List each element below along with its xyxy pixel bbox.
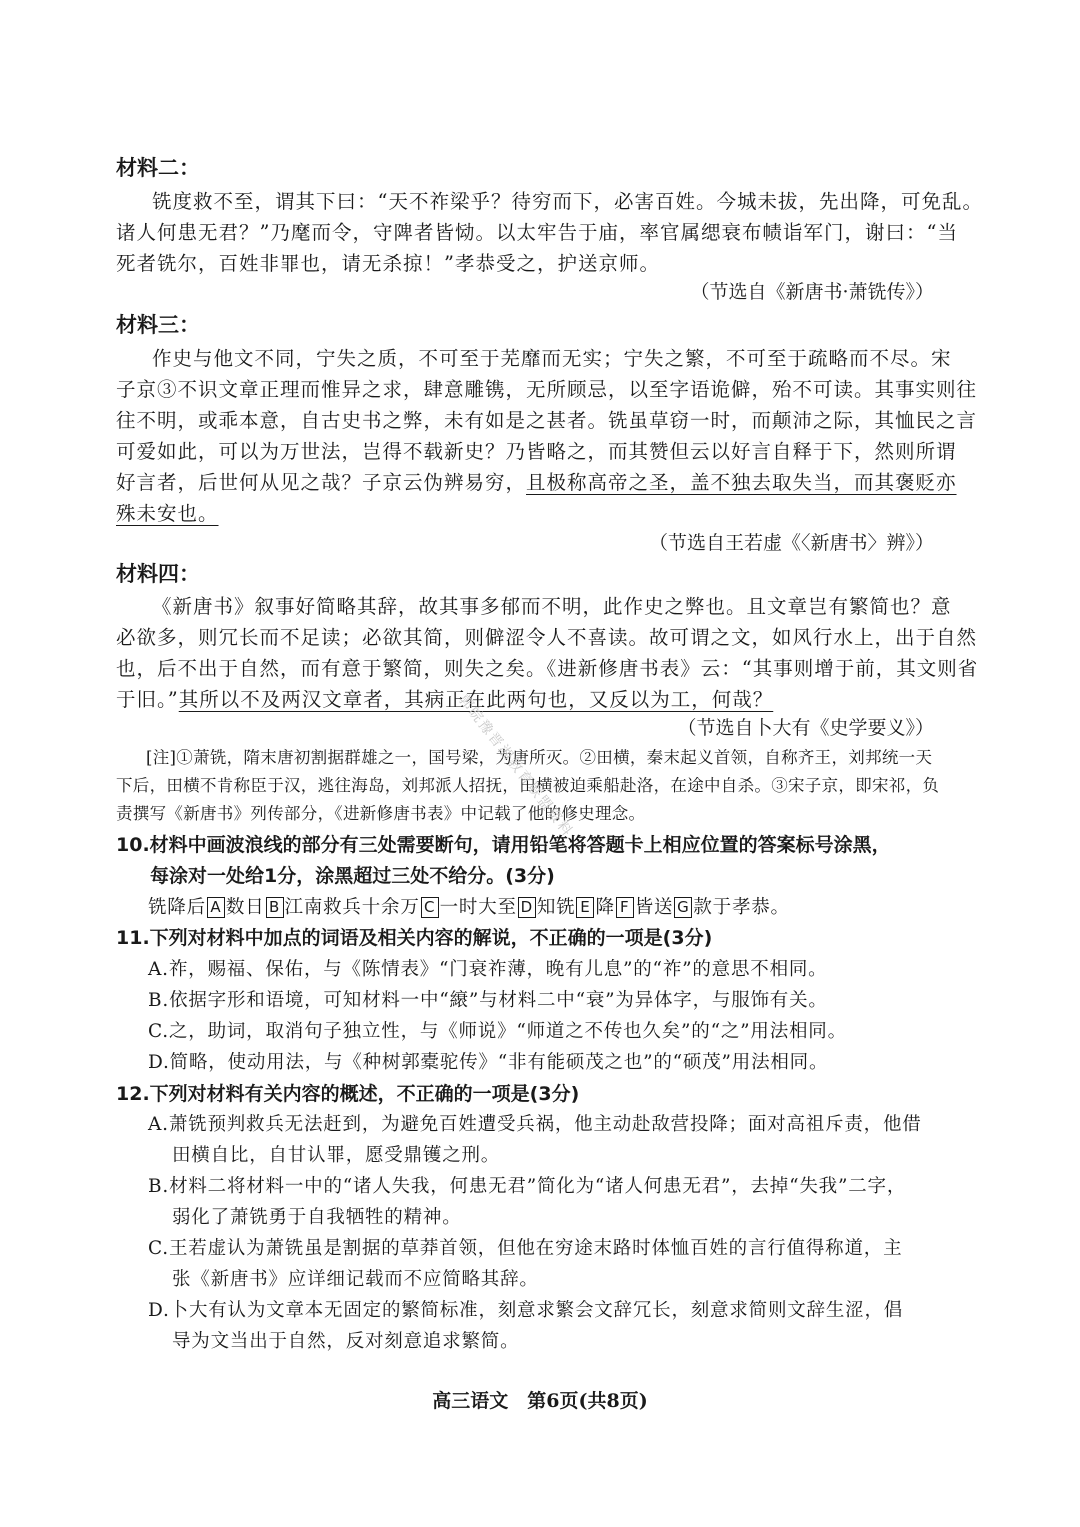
- material3-line-6: [116, 498, 219, 526]
- q10-segment: 皆送: [634, 897, 674, 918]
- q10-segment: 江南救兵十余万: [284, 897, 420, 918]
- q10-segment: 一时大至: [439, 897, 517, 918]
- material3-line-4: 可爱如此，可以为万世法，岂得不载新史？乃皆略之，而其赞但云以好言自释于下，然则所谓: [116, 440, 957, 463]
- q11-option-c[interactable]: C.之，助词，取消句子独立性，与《师说》“师道之不传也久矣”的“之”用法相同。: [148, 1021, 847, 1042]
- material3-line-5-plain: 好言者，后世何从见之哉？子京云伪辨易穷，: [116, 471, 527, 494]
- material4-line-4: [116, 684, 773, 712]
- material2-line-3: 死者铣尔，百姓非罪也，请无杀掠！”孝恭受之，护送京师。: [116, 252, 660, 275]
- material3-line-1: 作史与他文不同，宁失之质，不可至于芜靡而无实；宁失之繁，不可至于疏略而不尽。宋: [152, 347, 952, 370]
- q12-option-a[interactable]: A.萧铣预判救兵无法赶到，为避免百姓遭受兵祸，他主动赴敌营投降；面对高祖斥责，他借: [148, 1114, 922, 1135]
- q12-option-d-cont[interactable]: 导为文当出于自然，反对刻意追求繁简。: [172, 1331, 520, 1352]
- q12-option-d[interactable]: D.卜大有认为文章本无固定的繁简标准，刻意求繁会文辞冗长，刻意求简则文辞生涩，倡: [148, 1300, 904, 1321]
- q10-box-a[interactable]: A: [207, 897, 225, 918]
- q10-box-f[interactable]: F: [616, 897, 634, 918]
- q11-option-a[interactable]: A.祚，赐福、保佑，与《陈情表》“门衰祚薄，晚有儿息”的“祚”的意思不相同。: [148, 959, 828, 980]
- material2-line-1: 铣度救不至，谓其下曰：“天不祚梁乎？待穷而下，必害百姓。今城未拔，先出降，可免乱。: [152, 190, 983, 213]
- material4-line-2: 必欲多，则冗长而不足读；必欲其简，则僻涩令人不喜读。故可谓之文，如风行水上，出于自然: [116, 626, 978, 649]
- material3-underlined-1: 且极称高帝之圣，盖不独去取失当，而其褒贬亦: [526, 471, 957, 494]
- q10-stem-line-1: 10.材料中画波浪线的部分有三处需要断句，请用铅笔将答题卡上相应位置的答案标号涂黑，: [116, 834, 891, 856]
- q12-option-a-cont[interactable]: 田横自比，自甘认罪，愿受鼎镬之刑。: [172, 1145, 501, 1166]
- material3-line-3: 往不明，或乖本意，自古史书之弊，未有如是之甚者。铣虽草窃一时，而颠沛之际，其恤民之言: [116, 409, 978, 432]
- watermark: 郭皖豫晋湘教育联盟资料: [455, 691, 576, 841]
- note-line-3: 责撰写《新唐书》列传部分，《进新修唐书表》中记载了他的修史理念。: [116, 804, 646, 823]
- q10-segment: 降: [595, 897, 615, 918]
- material4-line-4-plain: 于旧。”: [116, 688, 179, 711]
- q10-box-e[interactable]: E: [576, 897, 594, 918]
- q10-segment: 款于孝恭。: [693, 897, 790, 918]
- note-line-2: 下后，田横不肯称臣于汉，逃往海岛，刘邦派人招抚，田横被迫乘船赴洛，在途中自杀。③宋子京，即宋祁，负: [116, 776, 940, 795]
- q10-box-d[interactable]: D: [518, 897, 536, 918]
- material3-source: （节选自王若虚《〈新唐书〉辨》）: [648, 532, 934, 554]
- material3-line-5: [116, 467, 957, 495]
- material2-source: （节选自《新唐书·萧铣传》）: [690, 281, 934, 303]
- note-line-1: [注]①萧铣，隋末唐初割据群雄之一，国号梁，为唐所灭。②田横，秦末起义首领，自称齐王，刘邦统一天: [146, 748, 933, 767]
- q12-stem: 12.下列对材料有关内容的概述，不正确的一项是(3分): [116, 1083, 580, 1105]
- material4-line-1: 《新唐书》叙事好简略其辞，故其事多郁而不明，此作史之弊也。且文章岂有繁简也？意: [152, 595, 952, 618]
- q10-stem-line-2: 每涂对一处给1分，涂黑超过三处不给分。(3分): [150, 865, 555, 887]
- material2-heading: 材料二：: [116, 156, 200, 180]
- page-footer: 高三语文 第6页(共8页): [432, 1390, 648, 1412]
- q11-stem: 11.下列对材料中加点的词语及相关内容的解说，不正确的一项是(3分): [116, 927, 713, 949]
- material3-line-2: 子京③不识文章正理而惟异之求，肆意雕镌，无所顾忌，以至字语诡僻，殆不可读。其事实则往: [116, 378, 978, 401]
- q10-segment: 铣降后: [148, 897, 206, 918]
- q12-option-c-cont[interactable]: 张《新唐书》应详细记载而不应简略其辞。: [172, 1269, 539, 1290]
- q11-option-d[interactable]: D.简略，使动用法，与《种树郭橐驼传》“非有能硕茂之也”的“硕茂”用法相同。: [148, 1052, 829, 1073]
- q11-option-b[interactable]: B.依据字形和语境，可知材料一中“縗”与材料二中“衰”为异体字，与服饰有关。: [148, 990, 828, 1011]
- q12-option-b-cont[interactable]: 弱化了萧铣勇于自我牺牲的精神。: [172, 1207, 462, 1228]
- material4-heading: 材料四：: [116, 562, 200, 586]
- material4-line-3: 也，后不出于自然，而有意于繁简，则失之矣。《进新修唐书表》云：“其事则增于前，其文则省: [116, 657, 979, 680]
- q10-sentence: [148, 893, 790, 919]
- q10-box-b[interactable]: B: [266, 897, 284, 918]
- material2-line-2: 诸人何患无君？”乃麾而令，守陴者皆恸。以太牢告于庙，率官属缌衰布帻诣军门，谢曰：“当: [116, 221, 958, 244]
- q10-segment: 知铣: [536, 897, 576, 918]
- material4-source: （节选自卜大有《史学要义》）: [677, 717, 934, 739]
- q10-segment: 数日: [225, 897, 265, 918]
- material3-heading: 材料三：: [116, 313, 200, 337]
- q12-option-b[interactable]: B.材料二将材料一中的“诸人失我，何患无君”简化为“诸人何患无君”，去掉“失我”二字，: [148, 1176, 907, 1197]
- q10-box-c[interactable]: C: [421, 897, 439, 918]
- material4-underlined: 其所以不及两汉文章者，其病正在此两句也，又反以为工，何哉？: [178, 688, 774, 711]
- q12-option-c[interactable]: C.王若虚认为萧铣虽是割据的草莽首领，但他在穷途末路时体恤百姓的言行值得称道，主: [148, 1238, 903, 1259]
- material3-underlined-2: 殊未安也。: [116, 502, 219, 525]
- q10-box-g[interactable]: G: [674, 897, 692, 918]
